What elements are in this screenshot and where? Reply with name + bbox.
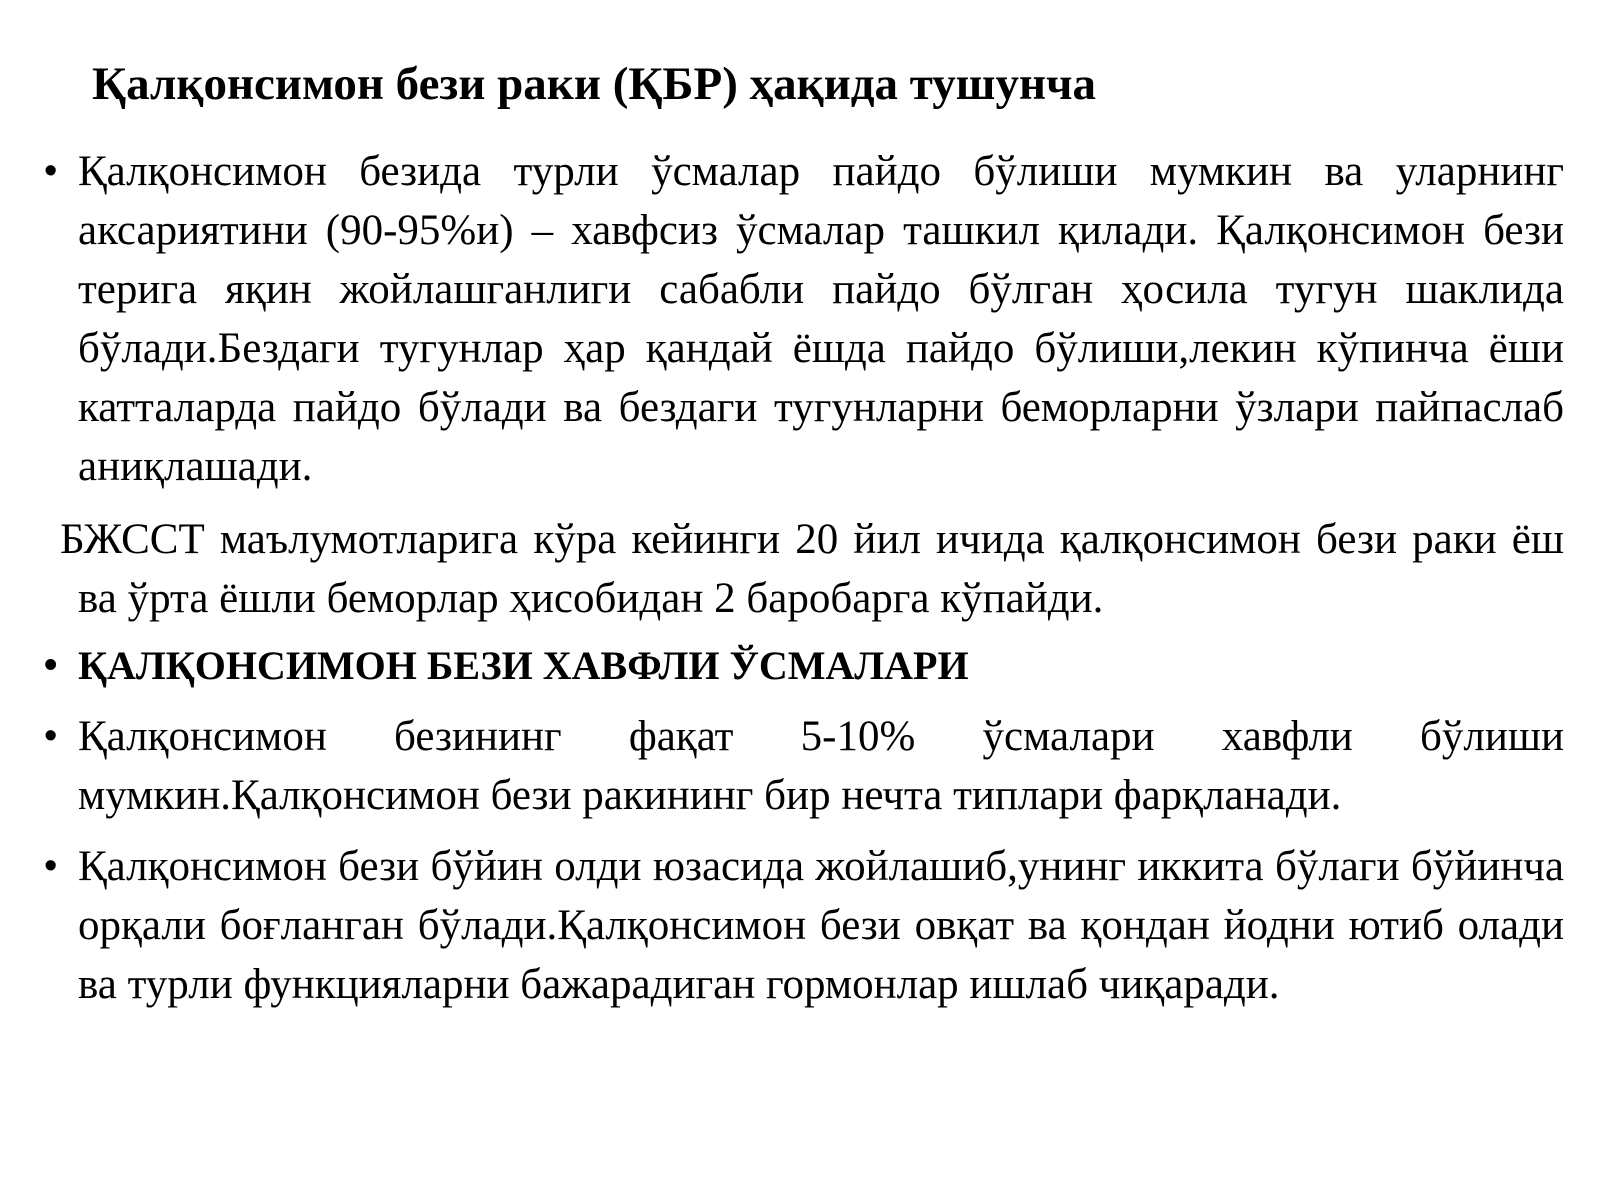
paragraph-thyroid-tumors [44, 142, 1564, 496]
paragraph-text: БЖССТ маълумотларига кўра кейинги 20 йил ичида қалқонсимон бези раки ёш ва ўрта ёшли беморлар ҳисобидан 2 баробарга кўпайди. [60, 516, 1564, 622]
bullet-icon: • [44, 845, 58, 887]
paragraph-text: Қалқонсимон бези бўйин олди юзасида жойлашиб,унинг иккита бўлаги бўйинча орқали боғланган бўлади.Қалқонсимон бези овқат ва қондан йодни ютиб олади ва турли функцияларни бажарадиган гормонлар ишлаб чиқаради. [78, 843, 1564, 1008]
paragraph-malignant-heading [44, 636, 1564, 695]
paragraph-text: Қалқонсимон безининг фақат 5-10% ўсмалари хавфли бўлиши мумкин.Қалқонсимон бези ракининг бир нечта типлари фарқланади. [78, 713, 1564, 819]
paragraph-thyroid-function [44, 837, 1564, 1014]
paragraph-text: Қалқонсимон безида турли ўсмалар пайдо бўлиши мумкин ва уларнинг аксариятини (90-95%и) – хавфсиз ўсмалар ташкил қилади. Қалқонсимон бези терига яқин жойлашганлиги сабабли пайдо бўлган ҳосила тугун шаклида бўлади.Бездаги тугунлар ҳар қандай ёшда пайдо бўлиши,лекин кўпинча ёши катталарда пайдо бўлади ва бездаги тугунларни беморларни ўзлари пайпаслаб аниқлашади. [78, 148, 1564, 490]
paragraph-malignant-share [44, 707, 1564, 825]
paragraph-text: ҚАЛҚОНСИМОН БЕЗИ ХАВФЛИ ЎСМАЛАРИ [78, 643, 969, 688]
paragraph-who-statistics [44, 510, 1564, 628]
bullet-icon: • [44, 715, 58, 757]
bullet-icon: • [44, 644, 58, 686]
slide-body [44, 142, 1564, 1014]
slide-title: Қалқонсимон бези раки (ҚБР) ҳақида тушунча [92, 58, 1097, 110]
bullet-icon: • [44, 150, 58, 192]
